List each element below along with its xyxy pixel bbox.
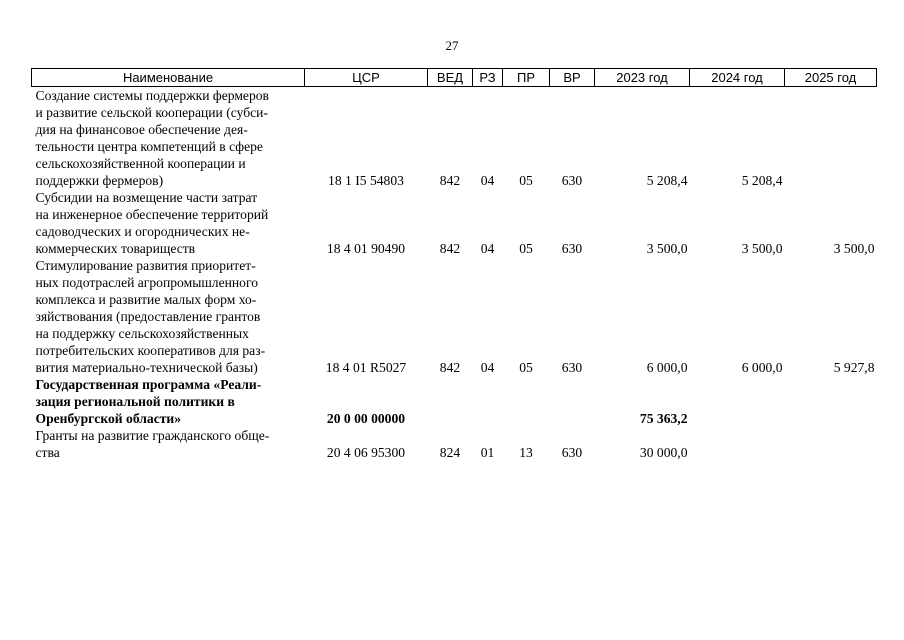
row-2024: 6 000,0: [741, 360, 783, 375]
row-ved: [428, 376, 473, 427]
row-csr: 20 4 06 95300: [326, 445, 406, 460]
budget-table: [31, 68, 877, 461]
row-ved: 842: [439, 360, 461, 375]
column-header-rz: РЗ: [473, 69, 503, 87]
row-pr: 13: [519, 445, 533, 460]
column-header-pr: ПР: [503, 69, 550, 87]
row-name: [32, 427, 305, 461]
row-name: [32, 376, 305, 427]
row-rz: 04: [480, 241, 495, 256]
row-name-line: Стимулирование развития приоритет-: [35, 258, 256, 273]
row-2024: 3 500,0: [741, 241, 783, 256]
page-number: 27: [445, 38, 459, 53]
row-rz: 04: [480, 360, 495, 375]
row-rz: 04: [480, 173, 495, 188]
row-name-line: и развитие сельской кооперации (субси-: [35, 105, 268, 120]
column-header-ved: ВЕД: [428, 69, 473, 87]
row-2023: 30 000,0: [639, 445, 688, 460]
column-header-vr: ВР: [550, 69, 595, 87]
table-row: [32, 257, 877, 376]
row-name-line: Оренбургской области»: [35, 411, 182, 426]
row-name-line: Государственная программа «Реали-: [35, 377, 262, 392]
row-name: [32, 257, 305, 376]
row-vr: 630: [561, 241, 583, 256]
table-header-row: [32, 69, 877, 87]
row-ved: 842: [439, 173, 461, 188]
table-row-program: [32, 376, 877, 427]
row-2023: 3 500,0: [646, 241, 688, 256]
column-header-2025: 2025 год: [785, 69, 877, 87]
row-2023: 75 363,2: [639, 411, 688, 426]
row-name-line: поддержки фермеров): [35, 173, 164, 188]
row-2024: 5 208,4: [741, 173, 783, 188]
row-name-line: Гранты на развитие гражданского обще-: [35, 428, 270, 443]
table-row: [32, 427, 877, 461]
row-2025: 3 500,0: [833, 241, 875, 256]
row-2025: 5 927,8: [833, 360, 875, 375]
row-name-line: комплекса и развитие малых форм хо-: [35, 292, 257, 307]
row-vr: 630: [561, 360, 583, 375]
row-vr: 630: [561, 173, 583, 188]
row-pr: 05: [519, 241, 533, 256]
row-2025: [785, 87, 877, 190]
row-name-line: на инженерное обеспечение территорий: [35, 207, 269, 222]
row-name-line: сельскохозяйственной кооперации и: [35, 156, 246, 171]
row-rz: 01: [480, 445, 495, 460]
row-name-line: вития материально-технической базы): [35, 360, 258, 375]
row-2025: [785, 376, 877, 427]
column-header-2024: 2024 год: [690, 69, 785, 87]
row-2023: 5 208,4: [646, 173, 688, 188]
row-csr: 20 0 00 00000: [326, 411, 406, 426]
row-pr: 05: [519, 360, 533, 375]
row-name-line: дия на финансовое обеспечение дея-: [35, 122, 248, 137]
row-rz: [473, 376, 503, 427]
row-vr: 630: [561, 445, 583, 460]
row-name-line: зация региональной политики в: [35, 394, 235, 409]
column-header-name: Наименование: [32, 69, 305, 87]
row-2025: [785, 427, 877, 461]
row-csr: 18 1 I5 54803: [328, 173, 404, 188]
row-name-line: Создание системы поддержки фермеров: [35, 88, 269, 103]
row-name-line: потребительских кооперативов для раз-: [35, 343, 266, 358]
row-name-line: ных подотраслей агропромышленного: [35, 275, 258, 290]
row-name: [32, 87, 305, 190]
row-2024: [690, 427, 785, 461]
row-pr: [503, 376, 550, 427]
row-vr: [550, 376, 595, 427]
row-name-line: садоводческих и огороднических не-: [35, 224, 250, 239]
row-csr: 18 4 01 90490: [326, 241, 406, 256]
row-name-line: на поддержку сельскохозяйственных: [35, 326, 249, 341]
row-name-line: зяйствования (предоставление грантов: [35, 309, 261, 324]
row-2024: [690, 376, 785, 427]
row-2023: 6 000,0: [646, 360, 688, 375]
row-ved: 842: [439, 241, 461, 256]
column-header-csr: ЦСР: [305, 69, 428, 87]
table-row: [32, 87, 877, 190]
row-name-line: Субсидии на возмещение части затрат: [35, 190, 258, 205]
row-name-line: тельности центра компетенций в сфере: [35, 139, 263, 154]
row-pr: 05: [519, 173, 533, 188]
column-header-2023: 2023 год: [595, 69, 690, 87]
row-csr: 18 4 01 R5027: [325, 360, 407, 375]
row-name-line: коммерческих товариществ: [35, 241, 196, 256]
table-row: [32, 189, 877, 257]
row-name-line: ства: [35, 445, 60, 460]
row-name: [32, 189, 305, 257]
row-ved: 824: [439, 445, 461, 460]
